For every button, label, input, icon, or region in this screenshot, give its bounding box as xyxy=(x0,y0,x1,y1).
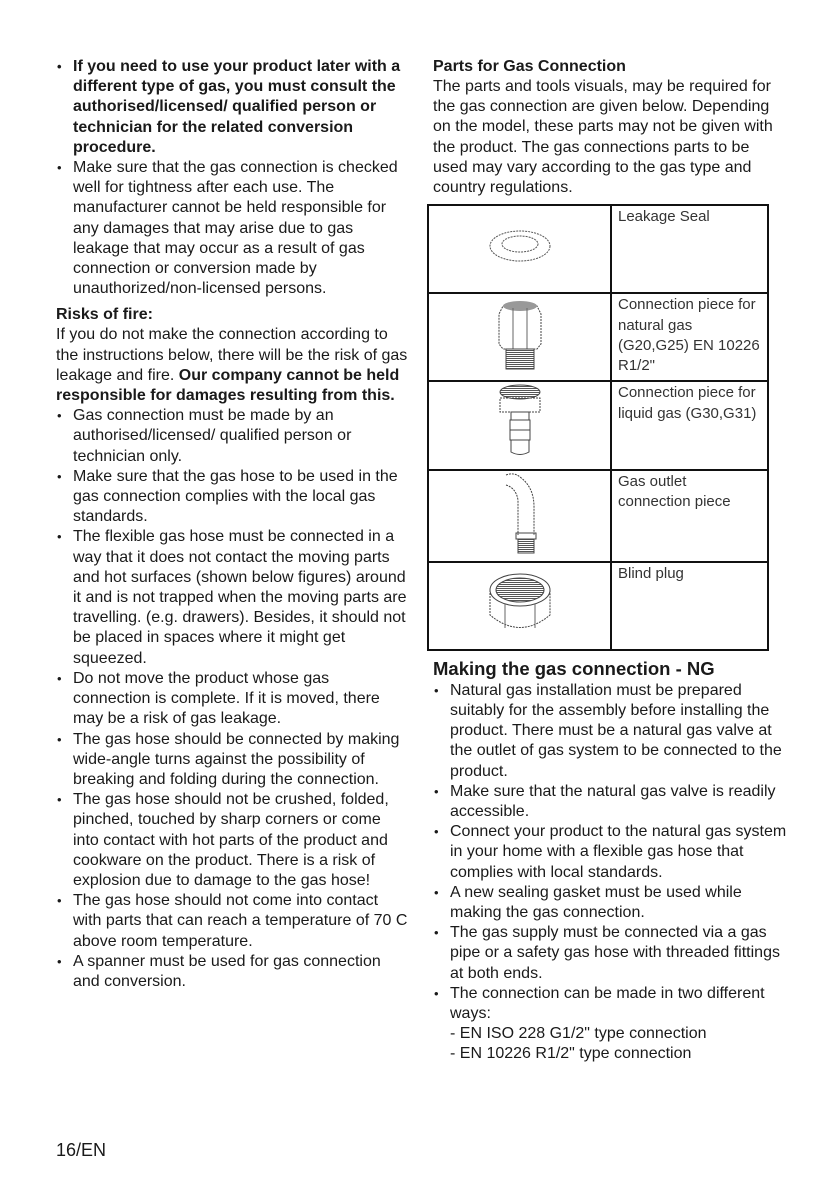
right-column xyxy=(433,57,787,1065)
list-item: • A new sealing gasket must be used while making the gas connection. xyxy=(433,883,787,923)
risks-bold-text: Our company cannot be held responsible for damages resulting from this. xyxy=(56,366,400,405)
ng-heading: Making the gas connection - NG xyxy=(433,657,715,679)
natural-gas-connector-icon xyxy=(495,294,545,374)
list-item: • Gas connection must be made by an authorised/licensed/ qualified person or technician only. xyxy=(56,406,408,467)
table-row xyxy=(428,205,768,293)
part-image xyxy=(428,470,611,562)
parts-heading: Parts for Gas Connection xyxy=(433,58,626,75)
risks-paragraph xyxy=(56,325,408,406)
gas-outlet-icon xyxy=(500,471,540,555)
part-image xyxy=(428,562,611,650)
part-label: Connection piece for natural gas (G20,G25) EN 10226 R1/2" xyxy=(611,293,768,381)
parts-paragraph: The parts and tools visuals, may be required for the gas connection are given below. Depending on the model, these parts may not be given with the product. The gas connections parts to be used may vary according to the gas type and country regulations. xyxy=(433,78,773,197)
list-item: • Natural gas installation must be prepared suitably for the assembly before installing the product. There must be a natural gas valve at the outlet of gas system to be connected to the product. xyxy=(433,681,787,782)
part-image xyxy=(428,381,611,469)
table-row xyxy=(428,470,768,562)
list-item: • The gas hose should be connected by making wide-angle turns against the possibility of breaking and folding during the connection. xyxy=(56,730,408,791)
part-label: Connection piece for liquid gas (G30,G31) xyxy=(611,381,768,469)
connection-type: - EN ISO 228 G1/2" type connection xyxy=(450,1025,707,1043)
list-item: • The gas hose should not be crushed, folded, pinched, touched by sharp corners or come into contact with hot parts of the product and cookware on the product. There is a risk of explosion due to damage to the gas hose! xyxy=(56,790,408,891)
risks-text: If you do not make the connection according to the instructions below, there will be the risk of gas leakage and fire. xyxy=(56,326,408,384)
list-item: • The flexible gas hose must be connected in a way that it does not contact the moving parts and hot surfaces (shown below figures) around it and is not trapped when the moving parts are travelling. (e.g. drawers). Besides, it should not be placed in spaces where it might get squeezed. xyxy=(56,527,408,668)
part-label: Leakage Seal xyxy=(611,205,768,293)
page-number: 16/EN xyxy=(56,1140,107,1160)
list-item: • The connection can be made in two different ways: xyxy=(433,984,787,1024)
table-row xyxy=(428,381,768,469)
list-item: • A spanner must be used for gas connection and conversion. xyxy=(56,952,408,992)
list-item: • The gas hose should not come into contact with parts that can reach a temperature of 70 C above room temperature. xyxy=(56,891,408,952)
list-item: • If you need to use your product later with a different type of gas, you must consult the authorised/licensed/ qualified person or technician for the related conversion procedure. xyxy=(56,57,408,158)
table-row xyxy=(428,293,768,381)
table-row xyxy=(428,562,768,650)
list-item: • Make sure that the gas connection is checked well for tightness after each use. The manufacturer cannot be held responsible for any damages that may arise due to gas leakage that may occur as a result of gas connection or conversion made by unauthorized/non-licensed persons. xyxy=(56,158,408,299)
part-label: Blind plug xyxy=(611,562,768,650)
blind-plug-icon xyxy=(485,568,555,638)
part-label: Gas outlet connection piece xyxy=(611,470,768,562)
liquid-gas-connector-icon xyxy=(495,382,545,462)
connection-type: - EN 10226 R1/2" type connection xyxy=(450,1045,692,1063)
part-image xyxy=(428,293,611,381)
list-item: • The gas supply must be connected via a gas pipe or a safety gas hose with threaded fittings at both ends. xyxy=(433,923,787,984)
list-item: • Do not move the product whose gas connection is complete. If it is moved, there may be a risk of gas leakage. xyxy=(56,669,408,730)
list-item: • Make sure that the gas hose to be used in the gas connection complies with the local gas standards. xyxy=(56,467,408,528)
left-column xyxy=(56,57,408,992)
list-item: • Connect your product to the natural gas system in your home with a flexible gas hose that complies with local standards. xyxy=(433,822,787,883)
list-item: • Make sure that the natural gas valve is readily accessible. xyxy=(433,782,787,822)
seal-icon xyxy=(485,226,555,266)
risks-heading: Risks of fire: xyxy=(56,306,153,324)
part-image xyxy=(428,205,611,293)
parts-table xyxy=(427,204,769,651)
